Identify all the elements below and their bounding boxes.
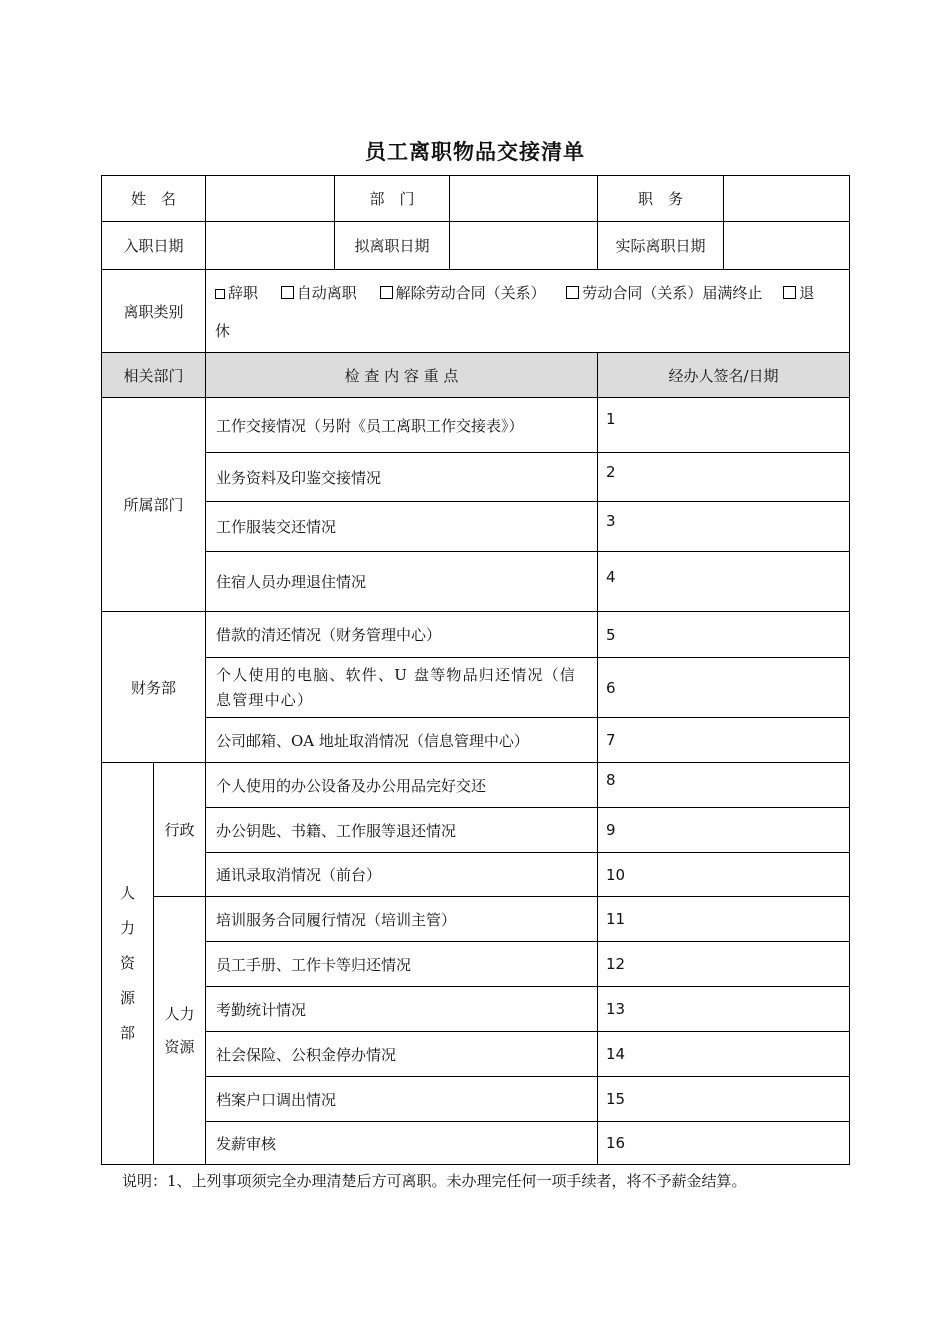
entry-date-label: 入职日期: [101, 221, 206, 270]
header-sign: 经办人签名/日期: [597, 352, 850, 398]
checkbox-icon: [215, 289, 225, 299]
group-hr: [101, 762, 154, 1165]
check-item: 工作交接情况（另附《员工离职工作交接表》）: [205, 397, 598, 453]
dept-field[interactable]: [449, 175, 598, 222]
checkbox-icon: [281, 286, 294, 299]
planned-leave-field[interactable]: [449, 221, 598, 270]
checkbox-icon: [380, 286, 393, 299]
check-item: 公司邮箱、OA 地址取消情况（信息管理中心）: [205, 717, 598, 763]
category-options: [205, 269, 850, 353]
check-item: 培训服务合同履行情况（培训主管）: [205, 896, 598, 942]
position-field[interactable]: [723, 175, 850, 222]
sign-cell[interactable]: 9: [597, 807, 850, 853]
check-item: 员工手册、工作卡等归还情况: [205, 941, 598, 987]
hr-char: 部: [119, 1024, 135, 1042]
check-item: 工作服装交还情况: [205, 501, 598, 552]
sign-cell[interactable]: 13: [597, 986, 850, 1032]
sign-cell[interactable]: 15: [597, 1076, 850, 1122]
sign-cell[interactable]: 3: [597, 501, 850, 552]
page-title: 员工离职物品交接清单: [365, 140, 585, 164]
actual-leave-field[interactable]: [723, 221, 850, 270]
check-item: 个人使用的办公设备及办公用品完好交还: [205, 762, 598, 808]
hr-char: 人: [119, 884, 135, 902]
name-label: 姓 名: [101, 175, 206, 222]
check-item: 发薪审核: [205, 1121, 598, 1165]
sign-cell[interactable]: 2: [597, 452, 850, 502]
checkbox-icon: [566, 286, 579, 299]
hr-char: 力: [119, 919, 135, 937]
name-field[interactable]: [205, 175, 335, 222]
entry-date-field[interactable]: [205, 221, 335, 270]
option-terminate[interactable]: 解除劳动合同（关系）: [380, 284, 546, 302]
header-dept: 相关部门: [101, 352, 206, 398]
category-line-2: 休: [215, 322, 231, 340]
sign-cell[interactable]: 1: [597, 397, 850, 453]
subgroup-hr: [153, 896, 206, 1165]
sign-cell[interactable]: 5: [597, 611, 850, 658]
sign-cell[interactable]: 10: [597, 852, 850, 897]
hr-char: 资: [119, 954, 135, 972]
check-item: 通讯录取消情况（前台）: [205, 852, 598, 897]
check-item: 考勤统计情况: [205, 986, 598, 1032]
check-item: 社会保险、公积金停办情况: [205, 1031, 598, 1077]
check-item: 个人使用的电脑、软件、U 盘等物品归还情况（信息管理中心）: [205, 657, 598, 718]
option-self-leave[interactable]: 自动离职: [281, 284, 357, 302]
check-item: 档案户口调出情况: [205, 1076, 598, 1122]
check-item: 办公钥匙、书籍、工作服等退还情况: [205, 807, 598, 853]
position-label: 职 务: [597, 175, 724, 222]
category-label: 离职类别: [101, 269, 206, 353]
subgroup-admin: 行政: [153, 762, 206, 897]
option-retire[interactable]: 退: [783, 284, 814, 302]
hr-char: 源: [119, 989, 135, 1007]
subgroup-hr-line1: 人力: [164, 1004, 195, 1023]
category-line-1: [215, 282, 849, 304]
check-item: 业务资料及印鉴交接情况: [205, 452, 598, 502]
sign-cell[interactable]: 14: [597, 1031, 850, 1077]
sign-cell[interactable]: 16: [597, 1121, 850, 1165]
planned-leave-label: 拟离职日期: [334, 221, 450, 270]
option-resign[interactable]: 辞职: [215, 284, 258, 302]
group-finance: 财务部: [101, 611, 206, 763]
check-item: 借款的清还情况（财务管理中心）: [205, 611, 598, 658]
sign-cell[interactable]: 8: [597, 762, 850, 808]
dept-label: 部 门: [334, 175, 450, 222]
option-contract-expire[interactable]: 劳动合同（关系）届满终止: [566, 284, 762, 302]
sign-cell[interactable]: 4: [597, 551, 850, 612]
footnote: 说明：1、上列事项须完全办理清楚后方可离职。未办理完任何一项手续者，将不予薪金结算。: [122, 1172, 747, 1190]
checkbox-icon: [783, 286, 796, 299]
sign-cell[interactable]: 12: [597, 941, 850, 987]
sign-cell[interactable]: 7: [597, 717, 850, 763]
sign-cell[interactable]: 6: [597, 657, 850, 718]
group-own-dept: 所属部门: [101, 397, 206, 612]
actual-leave-label: 实际离职日期: [597, 221, 724, 270]
subgroup-hr-line2: 资源: [164, 1037, 195, 1056]
check-item: 住宿人员办理退住情况: [205, 551, 598, 612]
header-check: 检 查 内 容 重 点: [205, 352, 598, 398]
sign-cell[interactable]: 11: [597, 896, 850, 942]
